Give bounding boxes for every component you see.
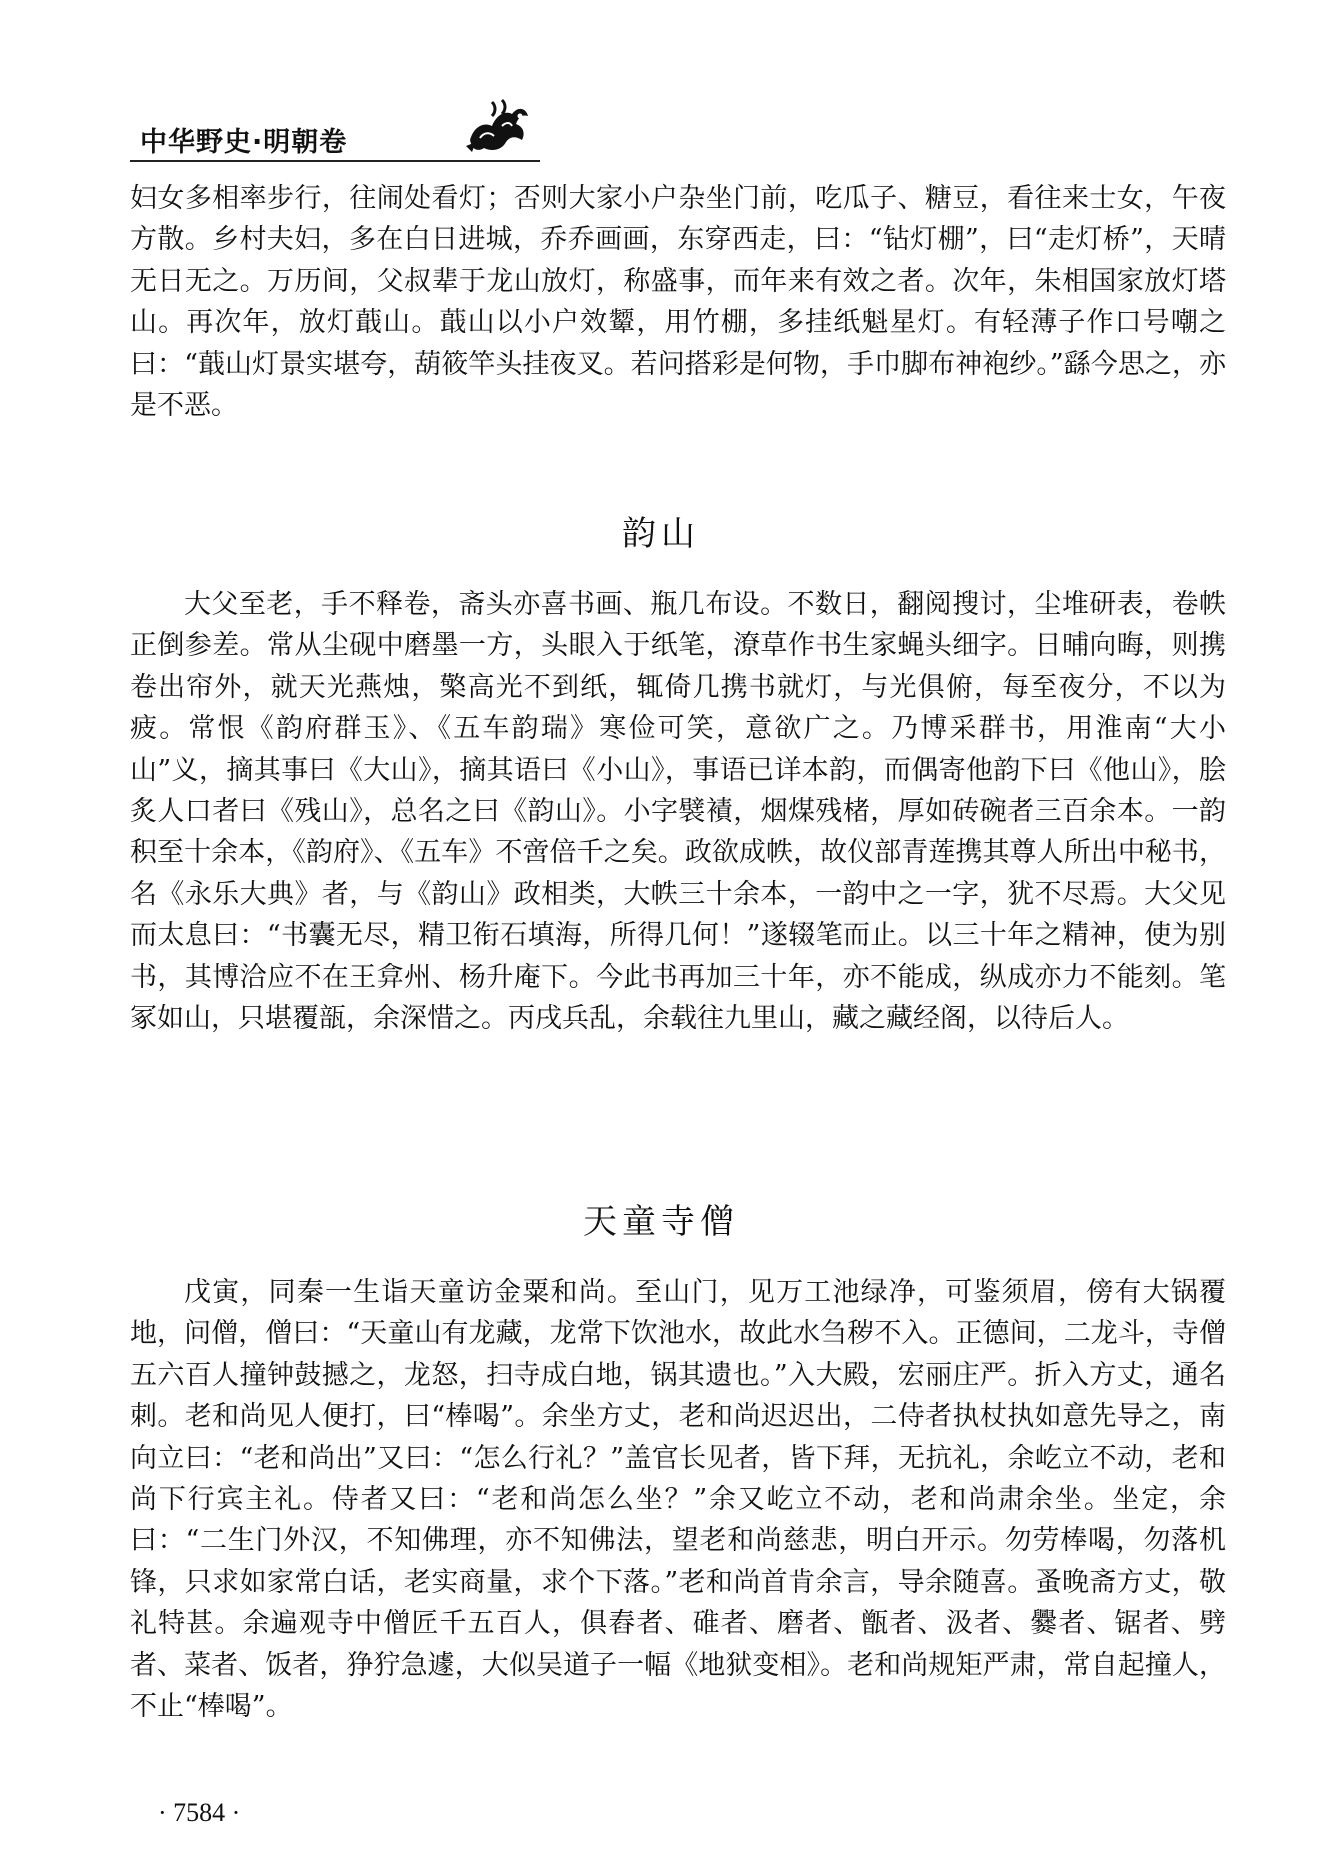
paragraph-yunshan: [130, 584, 1226, 1039]
dragon-emblem-icon: [462, 96, 534, 160]
body-paragraph: 妇女多相率步行，往闹处看灯；否则大家小户杂坐门前，吃瓜子、糖豆，看往来士女，午夜方散。乡村夫妇，多在白日进城，乔乔画画，东穿西走，曰：“钻灯棚”，曰“走灯桥”，天晴无日无之。万历间，父叔辈于龙山放灯，称盛事，而年来有效之者。次年，朱相国家放灯塔山。再次年，放灯蕺山。蕺山以小户效颦，用竹棚，多挂纸魁星灯。有轻薄子作口号嘲之曰：“蕺山灯景实堪夸，葫筱竿头挂夜叉。若问搭彩是何物，手巾脚布神袍纱。”繇今思之，亦是不恶。: [130, 183, 1226, 422]
section-title-tiantong: 天童寺僧: [583, 1202, 739, 1242]
body-paragraph: 戊寅，同秦一生诣天童访金粟和尚。至山门，见万工池绿净，可鉴须眉，傍有大锅覆地，问僧，僧曰：“天童山有龙藏，龙常下饮池水，故此水刍秽不入。正德间，二龙斗，寺僧五六百人撞钟鼓撼之，龙怒，扫寺成白地，锅其遗也。”入大殿，宏丽庄严。折入方丈，通名刺。老和尚见人便打，曰“棒喝”。余坐方丈，老和尚迟迟出，二侍者执杖执如意先导之，南向立曰：“老和尚出”又曰：“怎么行礼？”盖官长见者，皆下拜，无抗礼，余屹立不动，老和尚下行宾主礼。侍者又曰：“老和尚怎么坐？”余又屹立不动，老和尚肃余坐。坐定，余曰：“二生门外汉，不知佛理，亦不知佛法，望老和尚慈悲，明白开示。勿劳棒喝，勿落机锋，只求如家常白话，老实商量，求个下落。”老和尚首肯余言，导余随喜。蚤晚斋方丈，敬礼特甚。余遍观寺中僧匠千五百人，俱舂者、碓者、磨者、甑者、汲者、爨者、锯者、劈者、菜者、饭者，狰狞急遽，大似吴道子一幅《地狱变相》。老和尚规矩严肃，常自起撞人，不止“棒喝”。: [130, 1277, 1226, 1723]
running-header: [140, 96, 540, 168]
header-title: 中华野史·明朝卷: [140, 127, 348, 158]
paragraph-tiantong: [130, 1272, 1226, 1727]
body-paragraph: 大父至老，手不释卷，斋头亦喜书画、瓶几布设。不数日，翻阅搜讨，尘堆研表，卷帙正倒参差。常从尘砚中磨墨一方，头眼入于纸笔，潦草作书生家蝇头细字。日晡向晦，则携卷出帘外，就天光燕烛，檠高光不到纸，辄倚几携书就灯，与光俱俯，每至夜分，不以为疲。常恨《韵府群玉》、《五车韵瑞》寒俭可笑，意欲广之。乃博采群书，用淮南“大小山”义，摘其事曰《大山》，摘其语曰《小山》，事语已详本韵，而偶寄他韵下曰《他山》，脍炙人口者曰《残山》，总名之曰《韵山》。小字襞襀，烟煤残楮，厚如砖碗者三百余本。一韵积至十余本，《韵府》、《五车》不啻倍千之矣。政欲成帙，故仪部青莲携其尊人所出中秘书，名《永乐大典》者，与《韵山》政相类，大帙三十余本，一韵中之一字，犹不尽焉。大父见而太息曰：“书囊无尽，精卫衔石填海，所得几何！”遂辍笔而止。以三十年之精神，使为别书，其博洽应不在王弇州、杨升庵下。今此书再加三十年，亦不能成，纵成亦力不能刻。笔冢如山，只堪覆瓿，余深惜之。丙戌兵乱，余载往九里山，藏之藏经阁，以待后人。: [130, 589, 1226, 1035]
section-title-yunshan: 韵山: [622, 514, 700, 554]
header-rule: [130, 160, 540, 162]
paragraph-lantern-continuation: [130, 178, 1226, 426]
page-number: · 7584 ·: [158, 1798, 241, 1827]
